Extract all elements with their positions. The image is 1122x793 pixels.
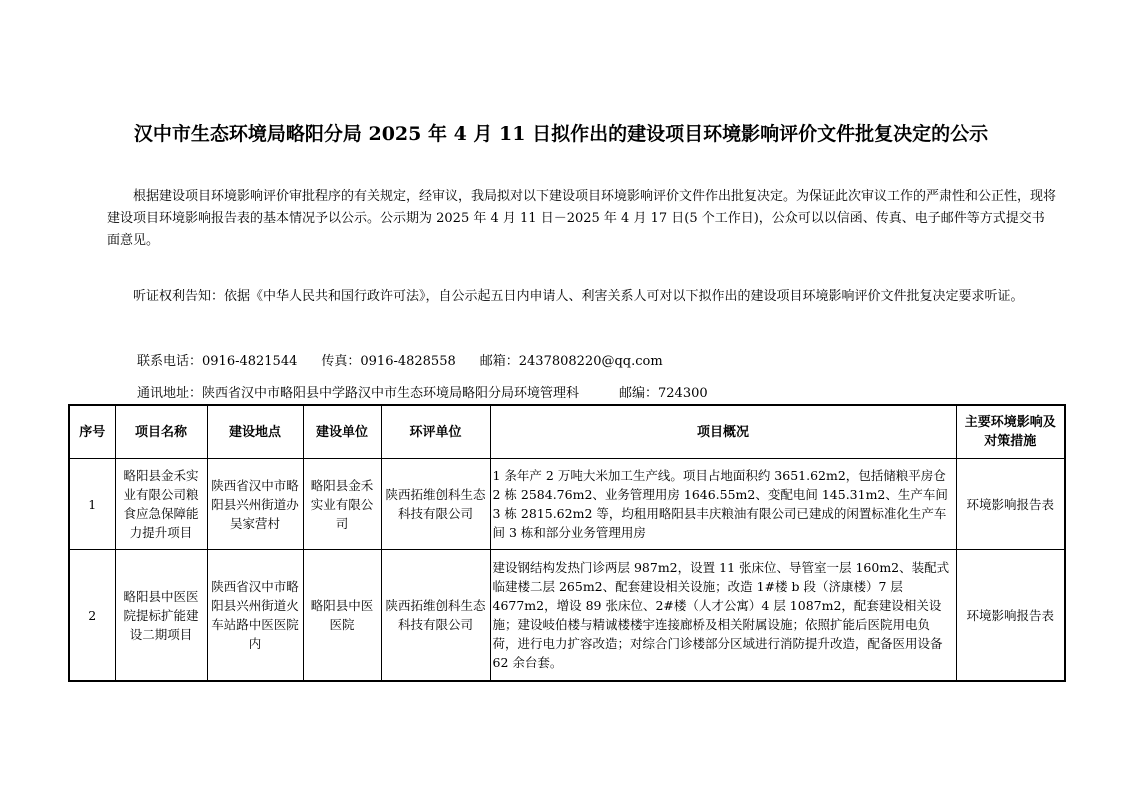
hearing-rights-paragraph: 听证权利告知：依据《中华人民共和国行政许可法》，自公示起五日内申请人、利害关系人可对以下拟作出的建设项目环境影响评价文件批复决定要求听证。 (133, 289, 1024, 304)
header-builder: 建设单位 (303, 405, 381, 459)
cell-name: 略阳县金禾实业有限公司粮食应急保障能力提升项目 (115, 459, 207, 550)
cell-no: 2 (69, 550, 115, 682)
cell-name: 略阳县中医医院提标扩能建设二期项目 (115, 550, 207, 682)
cell-location: 陕西省汉中市略阳县兴州街道办吴家营村 (207, 459, 303, 550)
header-eia-unit: 环评单位 (381, 405, 490, 459)
table-row (69, 550, 1065, 682)
header-overview: 项目概况 (490, 405, 956, 459)
project-table (68, 404, 1066, 682)
cell-overview: 建设钢结构发热门诊两层 987m2，设置 11 张床位、导管室一层 160m2、装配式临建楼二层 265m2、配套建设相关设施；改造 1#楼 b 段（济康楼）7 层 4677m2，增设 89 张床位、2#楼（人才公寓）4 层 1087m2，配套建设相关设施；建设岐伯楼与精诚楼楼宇连接廊桥及相关附属设施；依照扩能后医院用电负荷，进行电力扩容改造；对综合门诊楼部分区域进行消防提升改造，配备医用设备 62 余台套。 (490, 550, 956, 682)
contact-fax: 传真：0916-4828558 (321, 354, 456, 369)
notice-title: 汉中市生态环境局略阳分局 2025 年 4 月 11 日拟作出的建设项目环境影响评价文件批复决定的公示 (133, 123, 989, 145)
header-location: 建设地点 (207, 405, 303, 459)
contact-zip: 邮编：724300 (619, 386, 708, 401)
cell-overview: 1 条年产 2 万吨大米加工生产线。项目占地面积约 3651.62m2，包括储粮平房仓 2 栋 2584.76m2、业务管理用房 1646.55m2、变配电间 145.31m2、生产车间 3 栋 2815.62m2 等，均租用略阳县丰庆粮油有限公司已建成的闲置标准化生产车间 3 栋和部分业务管理用房 (490, 459, 956, 550)
contact-address: 通讯地址：陕西省汉中市略阳县中学路汉中市生态环境局略阳分局环境管理科 (137, 386, 580, 401)
contact-line (137, 350, 663, 369)
cell-eia-unit: 陕西拓维创科生态科技有限公司 (381, 459, 490, 550)
cell-eia-unit: 陕西拓维创科生态科技有限公司 (381, 550, 490, 682)
table-header-row (69, 405, 1065, 459)
cell-measures: 环境影响报告表 (956, 550, 1065, 682)
cell-measures: 环境影响报告表 (956, 459, 1065, 550)
cell-builder: 略阳县中医医院 (303, 550, 381, 682)
intro-paragraph: 根据建设项目环境影响评价审批程序的有关规定，经审议，我局拟对以下建设项目环境影响评价文件作出批复决定。为保证此次审议工作的严肃性和公正性，现将建设项目环境影响报告表的基本情况予以公示。公示期为 2025 年 4 月 11 日－2025 年 4 月 17 日(5 个工作日)，公众可以以信函、传真、电子邮件等方式提交书面意见。 (107, 189, 1057, 248)
contact-phone: 联系电话：0916-4821544 (137, 354, 298, 369)
cell-location: 陕西省汉中市略阳县兴州街道火车站路中医医院内 (207, 550, 303, 682)
table-row (69, 459, 1065, 550)
address-line (137, 382, 708, 401)
header-name: 项目名称 (115, 405, 207, 459)
header-no: 序号 (69, 405, 115, 459)
cell-no: 1 (69, 459, 115, 550)
header-measures: 主要环境影响及对策措施 (956, 405, 1065, 459)
cell-builder: 略阳县金禾实业有限公司 (303, 459, 381, 550)
contact-email: 邮箱：2437808220@qq.com (479, 354, 663, 369)
